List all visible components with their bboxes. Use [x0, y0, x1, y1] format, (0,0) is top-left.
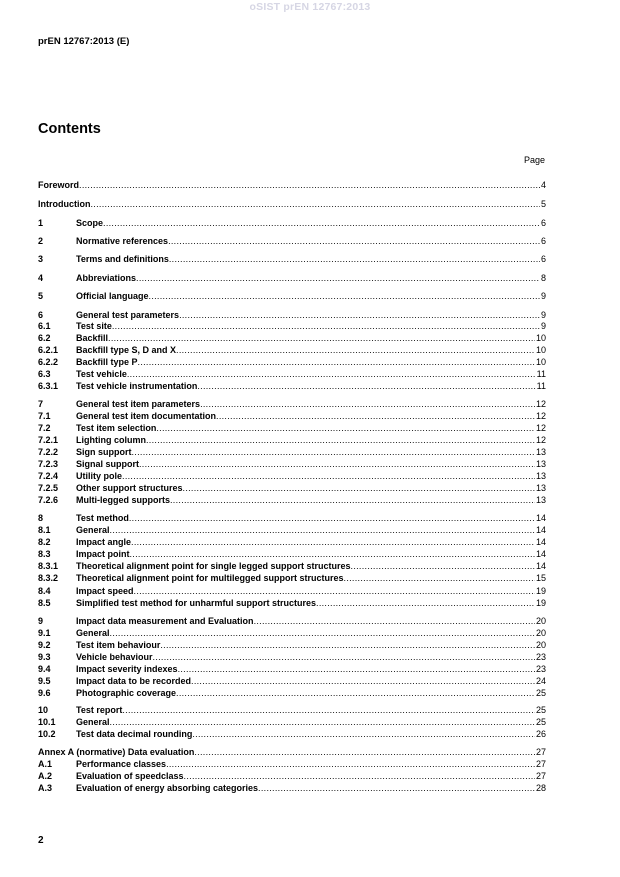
dot-leader [191, 676, 535, 687]
toc-entry-page: 19 [535, 598, 546, 608]
toc-entry-leader [76, 381, 536, 392]
toc-entry-page: 20 [535, 640, 546, 650]
toc-entry-page: 19 [535, 586, 546, 596]
toc-entry-number: 6.2 [38, 333, 51, 343]
toc-entry-number: 3 [38, 254, 44, 264]
toc-entry-title: Foreword [38, 180, 80, 190]
dot-leader [351, 561, 535, 572]
toc-entry-leader [76, 717, 535, 728]
toc-entry[interactable] [38, 676, 546, 687]
toc-entry-page: 24 [535, 676, 546, 686]
toc-entry-leader [76, 345, 535, 356]
toc-entry-leader [76, 369, 536, 380]
dot-leader [112, 321, 540, 332]
dot-leader [149, 291, 540, 302]
toc-entry-page: 14 [535, 537, 546, 547]
toc-entry-page: 9 [540, 310, 546, 320]
toc-entry[interactable] [38, 199, 546, 210]
toc-entry[interactable] [38, 321, 546, 332]
toc-entry-leader [76, 537, 535, 548]
page-column-label: Page [523, 155, 545, 165]
toc-entry-leader [76, 357, 535, 368]
toc-entry[interactable] [38, 236, 546, 247]
toc-entry-number: 8.1 [38, 525, 51, 535]
toc-entry-page: 6 [540, 236, 546, 246]
toc-entry-title: General [76, 525, 110, 535]
dot-leader [131, 537, 535, 548]
toc-entry-page: 13 [535, 483, 546, 493]
toc-entry-page: 28 [535, 783, 546, 793]
toc-entry-title: Scope [76, 218, 104, 228]
toc-entry-title: Lighting column [76, 435, 146, 445]
toc-entry-leader [76, 628, 535, 639]
toc-entry-page: 23 [535, 652, 546, 662]
toc-entry-page: 12 [535, 411, 546, 421]
toc-entry-number: 6.2.1 [38, 345, 59, 355]
dot-leader [110, 717, 535, 728]
toc-entry-page: 20 [535, 616, 546, 626]
toc-entry-page: 13 [535, 495, 546, 505]
dot-leader [156, 423, 535, 434]
toc-entry-page: 20 [535, 628, 546, 638]
dot-leader [192, 729, 535, 740]
toc-entry-title: Theoretical alignment point for multilegged support structures [76, 573, 344, 583]
toc-entry-page: 13 [535, 459, 546, 469]
toc-entry-leader [76, 729, 535, 740]
toc-entry-page: 14 [535, 525, 546, 535]
toc-entry-page: 11 [536, 381, 546, 391]
toc-entry-page: 27 [535, 771, 546, 781]
toc-entry-page: 13 [535, 447, 546, 457]
toc-entry-page: 9 [540, 321, 546, 331]
toc-entry-number: 7.2.1 [38, 435, 59, 445]
toc-entry-title: General test item documentation [76, 411, 217, 421]
toc-entry-title: Other support structures [76, 483, 183, 493]
toc-entry-title: Impact point [76, 549, 130, 559]
toc-entry-page: 27 [535, 759, 546, 769]
toc-entry-number: A.1 [38, 759, 53, 769]
toc-entry-title: Abbreviations [76, 273, 137, 283]
toc-entry-leader [76, 321, 540, 332]
toc-entry[interactable] [38, 218, 546, 229]
dot-leader [176, 688, 535, 699]
toc-entry-number: A.2 [38, 771, 53, 781]
toc-entry[interactable] [38, 369, 546, 380]
toc-entry-leader [76, 218, 540, 229]
toc-entry[interactable] [38, 381, 546, 392]
toc-entry-page: 26 [535, 729, 546, 739]
toc-entry[interactable] [38, 537, 546, 548]
toc-entry-title: Evaluation of speedclass [76, 771, 184, 781]
toc-entry-page: 4 [540, 180, 546, 190]
dot-leader [132, 447, 535, 458]
toc-entry[interactable] [38, 471, 546, 482]
dot-leader [139, 459, 535, 470]
toc-entry-leader [76, 291, 540, 302]
toc-entry[interactable] [38, 783, 546, 794]
toc-entry-leader [76, 525, 535, 536]
toc-entry-title: General [76, 717, 110, 727]
toc-entry[interactable] [38, 717, 546, 728]
toc-entry-leader [76, 771, 535, 782]
toc-entry[interactable] [38, 747, 546, 758]
toc-entry[interactable] [38, 483, 546, 494]
toc-entry[interactable] [38, 435, 546, 446]
toc-entry-title: Backfill type S, D and X [76, 345, 177, 355]
toc-entry-leader [76, 483, 535, 494]
toc-entry-number: 8.3 [38, 549, 51, 559]
toc-entry-title: Impact severity indexes [76, 664, 178, 674]
toc-entry-page: 10 [535, 357, 546, 367]
toc-entry[interactable] [38, 652, 546, 663]
toc-entry-leader [76, 573, 535, 584]
toc-entry-leader [76, 423, 535, 434]
toc-entry[interactable] [38, 180, 546, 191]
dot-leader [194, 747, 535, 758]
footer-page-number: 2 [38, 835, 44, 846]
toc-entry-leader [76, 273, 540, 284]
toc-entry-number: 7.1 [38, 411, 51, 421]
toc-entry-title: Backfill type P [76, 357, 138, 367]
toc-entry-page: 10 [535, 333, 546, 343]
toc-entry-title: Theoretical alignment point for single legged support structures [76, 561, 351, 571]
toc-entry-page: 27 [535, 747, 546, 757]
toc-entry-number: 8.5 [38, 598, 51, 608]
toc-entry-title: Impact data to be recorded [76, 676, 192, 686]
toc-entry[interactable] [38, 729, 546, 740]
toc-entry-number: 9.4 [38, 664, 51, 674]
toc-entry[interactable] [38, 759, 546, 770]
toc-entry-leader [76, 598, 535, 609]
toc-entry-leader [76, 616, 535, 627]
toc-entry-title: Backfill [76, 333, 109, 343]
dot-leader [130, 549, 535, 560]
toc-entry-page: 12 [535, 423, 546, 433]
toc-entry-leader [76, 411, 535, 422]
toc-entry-page: 25 [535, 705, 546, 715]
toc-entry-number: 9 [38, 616, 44, 626]
toc-entry[interactable] [38, 357, 546, 368]
toc-entry[interactable] [38, 664, 546, 675]
dot-leader [79, 180, 540, 191]
toc-entry-number: 8.3.2 [38, 573, 59, 583]
toc-entry-number: 6.1 [38, 321, 51, 331]
toc-entry-title: Test vehicle instrumentation [76, 381, 198, 391]
toc-entry[interactable] [38, 640, 546, 651]
dot-leader [216, 411, 535, 422]
toc-entry-leader [76, 399, 535, 410]
toc-entry-number: 8.2 [38, 537, 51, 547]
toc-entry-page: 23 [535, 664, 546, 674]
dot-leader [108, 333, 535, 344]
dot-leader [110, 525, 535, 536]
toc-entry[interactable] [38, 771, 546, 782]
dot-leader [166, 759, 535, 770]
toc-entry[interactable] [38, 549, 546, 560]
toc-entry-number: 9.3 [38, 652, 51, 662]
toc-entry-title: Vehicle behaviour [76, 652, 153, 662]
toc-entry-title: Official language [76, 291, 149, 301]
dot-leader [197, 381, 535, 392]
toc-entry-leader [76, 688, 535, 699]
toc-entry[interactable] [38, 705, 546, 716]
toc-entry[interactable] [38, 273, 546, 284]
dot-leader [127, 369, 536, 380]
toc-entry-title: Sign support [76, 447, 132, 457]
dot-leader [254, 616, 535, 627]
toc-entry-title: Impact data measurement and Evaluation [76, 616, 254, 626]
toc-entry-leader [76, 310, 540, 321]
toc-entry-number: 8.3.1 [38, 561, 59, 571]
toc-entry-title: General test item parameters [76, 399, 201, 409]
toc-entry-page: 12 [535, 435, 546, 445]
dot-leader [183, 483, 535, 494]
toc-entry-page: 14 [535, 549, 546, 559]
dot-leader [176, 345, 535, 356]
dot-leader [136, 273, 540, 284]
dot-leader [169, 254, 540, 265]
toc-entry-title: Impact angle [76, 537, 132, 547]
toc-entry[interactable] [38, 291, 546, 302]
dot-leader [110, 628, 535, 639]
toc-entry-leader [76, 459, 535, 470]
toc-entry-page: 14 [535, 561, 546, 571]
toc-entry-leader [38, 747, 535, 758]
dot-leader [138, 357, 535, 368]
toc-entry[interactable] [38, 616, 546, 627]
toc-entry-leader [76, 586, 535, 597]
toc-entry-number: 1 [38, 218, 44, 228]
contents-title: Contents [38, 121, 101, 137]
toc-entry-title: Annex A (normative) Data evaluation [38, 747, 195, 757]
dot-leader [344, 573, 535, 584]
dot-leader [184, 771, 535, 782]
toc-entry-number: 7 [38, 399, 44, 409]
toc-entry-number: 7.2 [38, 423, 51, 433]
toc-entry[interactable] [38, 598, 546, 609]
dot-leader [129, 513, 535, 524]
toc-entry[interactable] [38, 459, 546, 470]
toc-entry-title: Photographic coverage [76, 688, 177, 698]
toc-entry-number: 9.1 [38, 628, 51, 638]
toc-entry[interactable] [38, 513, 546, 524]
toc-entry-leader [76, 640, 535, 651]
toc-entry-leader [76, 549, 535, 560]
toc-entry-number: 5 [38, 291, 44, 301]
toc-entry-number: 7.2.5 [38, 483, 59, 493]
toc-entry-leader [76, 495, 535, 506]
toc-entry[interactable] [38, 586, 546, 597]
toc-entry-title: Performance classes [76, 759, 167, 769]
toc-entry[interactable] [38, 333, 546, 344]
toc-entry-title: Introduction [38, 199, 91, 209]
toc-entry-leader [76, 759, 535, 770]
toc-entry-page: 13 [535, 471, 546, 481]
toc-entry-title: Impact speed [76, 586, 134, 596]
toc-entry-number: 6.2.2 [38, 357, 59, 367]
toc-entry-page: 10 [535, 345, 546, 355]
dot-leader [91, 199, 540, 210]
dot-leader [153, 652, 535, 663]
toc-entry-title: Test item selection [76, 423, 157, 433]
toc-entry-number: 6.3 [38, 369, 51, 379]
toc-entry-number: 10.1 [38, 717, 56, 727]
toc-entry-number: 2 [38, 236, 44, 246]
dot-leader [178, 664, 535, 675]
dot-leader [122, 471, 535, 482]
toc-entry-number: 9.5 [38, 676, 51, 686]
toc-entry[interactable] [38, 411, 546, 422]
toc-entry-number: 4 [38, 273, 44, 283]
toc-entry-title: Signal support [76, 459, 139, 469]
toc-entry-leader [76, 664, 535, 675]
toc-entry-page: 9 [540, 291, 546, 301]
toc-entry-title: Multi-legged supports [76, 495, 170, 505]
dot-leader [168, 236, 540, 247]
toc-entry-number: 8 [38, 513, 44, 523]
toc-entry-number: 6.3.1 [38, 381, 59, 391]
toc-entry[interactable] [38, 495, 546, 506]
toc-entry-number: 7.2.3 [38, 459, 59, 469]
dot-leader [316, 598, 535, 609]
toc-entry-title: Utility pole [76, 471, 123, 481]
dot-leader [146, 435, 535, 446]
toc-entry-number: 9.6 [38, 688, 51, 698]
toc-entry-number: 10 [38, 705, 49, 715]
toc-entry-title: General [76, 628, 110, 638]
toc-entry-leader [38, 199, 540, 210]
toc-entry-page: 5 [540, 199, 546, 209]
toc-entry-page: 12 [535, 399, 546, 409]
dot-leader [258, 783, 535, 794]
toc-entry-leader [76, 676, 535, 687]
toc-entry[interactable] [38, 310, 546, 321]
toc-entry-leader [76, 652, 535, 663]
toc-entry-leader [76, 513, 535, 524]
toc-entry[interactable] [38, 254, 546, 265]
toc-entry-leader [76, 236, 540, 247]
toc-entry[interactable] [38, 447, 546, 458]
toc-entry-title: Test data decimal rounding [76, 729, 193, 739]
toc-entry-leader [38, 180, 540, 191]
toc-entry-page: 15 [535, 573, 546, 583]
toc-entry[interactable] [38, 423, 546, 434]
toc-entry-title: Simplified test method for unharmful support structures [76, 598, 317, 608]
toc-entry-number: 10.2 [38, 729, 56, 739]
toc-entry-leader [76, 333, 535, 344]
toc-entry-number: 7.2.6 [38, 495, 59, 505]
document-id-header: prEN 12767:2013 (E) [38, 36, 130, 47]
dot-leader [122, 705, 535, 716]
toc-entry-page: 25 [535, 717, 546, 727]
toc-entry-number: 8.4 [38, 586, 51, 596]
dot-leader [200, 399, 535, 410]
toc-entry-title: Evaluation of energy absorbing categories [76, 783, 259, 793]
toc-entry-leader [76, 447, 535, 458]
toc-entry-number: 9.2 [38, 640, 51, 650]
toc-entry-number: 7.2.4 [38, 471, 59, 481]
toc-entry-leader [76, 561, 535, 572]
toc-entry-number: A.3 [38, 783, 53, 793]
toc-entry-number: 6 [38, 310, 44, 320]
toc-entry-leader [76, 435, 535, 446]
watermark: oSIST prEN 12767:2013 [249, 1, 371, 13]
toc-entry[interactable] [38, 345, 546, 356]
toc-entry-title: Test report [76, 705, 123, 715]
toc-entry-title: Terms and definitions [76, 254, 169, 264]
toc-entry-page: 8 [540, 273, 546, 283]
toc-entry-title: Normative references [76, 236, 169, 246]
toc-entry-title: Test site [76, 321, 112, 331]
toc-entry-title: Test vehicle [76, 369, 127, 379]
toc-entry[interactable] [38, 525, 546, 536]
toc-entry-number: 7.2.2 [38, 447, 59, 457]
dot-leader [170, 495, 535, 506]
toc-entry-title: General test parameters [76, 310, 180, 320]
toc-entry-leader [76, 783, 535, 794]
toc-entry[interactable] [38, 628, 546, 639]
toc-entry-title: Test item behaviour [76, 640, 161, 650]
toc-entry-page: 6 [540, 254, 546, 264]
toc-entry-leader [76, 471, 535, 482]
dot-leader [179, 310, 540, 321]
toc-entry-leader [76, 254, 540, 265]
dot-leader [134, 586, 535, 597]
toc-entry[interactable] [38, 573, 546, 584]
toc-entry-page: 25 [535, 688, 546, 698]
toc-entry-page: 14 [535, 513, 546, 523]
toc-entry[interactable] [38, 399, 546, 410]
toc-entry-page: 6 [540, 218, 546, 228]
toc-entry-leader [76, 705, 535, 716]
toc-entry-title: Test method [76, 513, 129, 523]
toc-entry-page: 11 [536, 369, 546, 379]
dot-leader [160, 640, 535, 651]
dot-leader [103, 218, 540, 229]
toc-entry[interactable] [38, 561, 546, 572]
toc-entry[interactable] [38, 688, 546, 699]
